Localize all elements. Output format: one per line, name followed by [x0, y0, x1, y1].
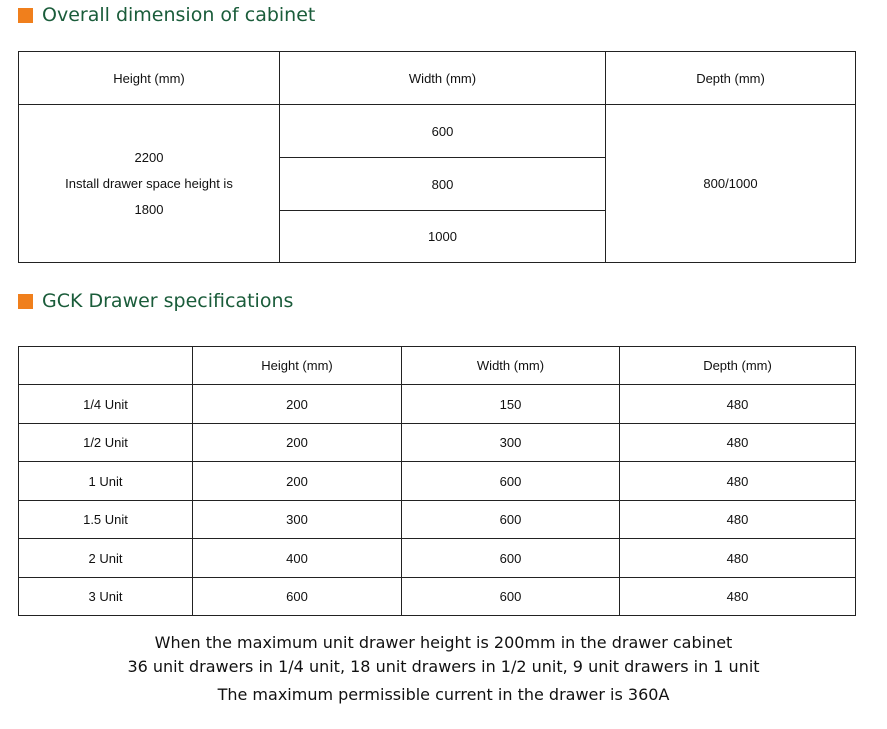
- depth-cell: 480: [620, 385, 856, 424]
- header-height: Height (mm): [19, 52, 280, 105]
- header-depth: Depth (mm): [620, 347, 856, 385]
- cabinet-width-value: 1000: [280, 211, 606, 263]
- table-row: [19, 105, 856, 158]
- table-row: [19, 462, 856, 501]
- depth-cell: 480: [620, 501, 856, 539]
- unit-cell: 3 Unit: [19, 578, 193, 616]
- note-line-3: The maximum permissible current in the drawer is 360A: [217, 685, 670, 704]
- table-header-row: [19, 347, 856, 385]
- height-cell: 400: [193, 539, 402, 578]
- width-cell: 600: [402, 578, 620, 616]
- cabinet-drawer-space-value: 1800: [134, 201, 164, 217]
- cabinet-height-value: 2200: [134, 149, 164, 165]
- depth-cell: 480: [620, 462, 856, 501]
- width-cell: 600: [402, 539, 620, 578]
- header-depth: Depth (mm): [606, 52, 856, 105]
- table-header-row: [19, 52, 856, 105]
- width-cell: 300: [402, 424, 620, 462]
- height-cell: 600: [193, 578, 402, 616]
- width-cell: 600: [402, 501, 620, 539]
- bullet-square-icon: [18, 294, 33, 309]
- table-row: [19, 424, 856, 462]
- gck-drawer-table: [18, 346, 856, 616]
- bullet-square-icon: [18, 8, 33, 23]
- table-row: [19, 539, 856, 578]
- unit-cell: 2 Unit: [19, 539, 193, 578]
- unit-cell: 1 Unit: [19, 462, 193, 501]
- cabinet-width-value: 600: [280, 105, 606, 158]
- width-cell: 600: [402, 462, 620, 501]
- depth-cell: 480: [620, 424, 856, 462]
- header-height: Height (mm): [193, 347, 402, 385]
- table-row: [19, 578, 856, 616]
- height-cell: 300: [193, 501, 402, 539]
- depth-cell: 480: [620, 539, 856, 578]
- cabinet-height-note: Install drawer space height is: [65, 175, 233, 191]
- header-width: Width (mm): [402, 347, 620, 385]
- gck-section-title: [18, 290, 293, 312]
- height-cell: 200: [193, 424, 402, 462]
- unit-cell: 1/2 Unit: [19, 424, 193, 462]
- note-line-2: 36 unit drawers in 1/4 unit, 18 unit drawers in 1/2 unit, 9 unit drawers in 1 unit: [127, 657, 760, 676]
- depth-cell: 480: [620, 578, 856, 616]
- unit-cell: 1.5 Unit: [19, 501, 193, 539]
- height-cell: 200: [193, 462, 402, 501]
- table-row: [19, 385, 856, 424]
- table-row: [19, 501, 856, 539]
- header-unit: [19, 347, 193, 385]
- height-cell: 200: [193, 385, 402, 424]
- unit-cell: 1/4 Unit: [19, 385, 193, 424]
- note-line-1: When the maximum unit drawer height is 200mm in the drawer cabinet: [154, 633, 733, 652]
- cabinet-height-cell: [19, 105, 280, 263]
- cabinet-width-value: 800: [280, 158, 606, 211]
- cabinet-dimension-table: [18, 51, 856, 263]
- cabinet-depth-value: 800/1000: [606, 105, 856, 263]
- width-cell: 150: [402, 385, 620, 424]
- header-width: Width (mm): [280, 52, 606, 105]
- cabinet-section-title: [18, 4, 315, 26]
- gck-title-text: GCK Drawer specifications: [42, 290, 294, 312]
- cabinet-title-text: Overall dimension of cabinet: [42, 4, 316, 26]
